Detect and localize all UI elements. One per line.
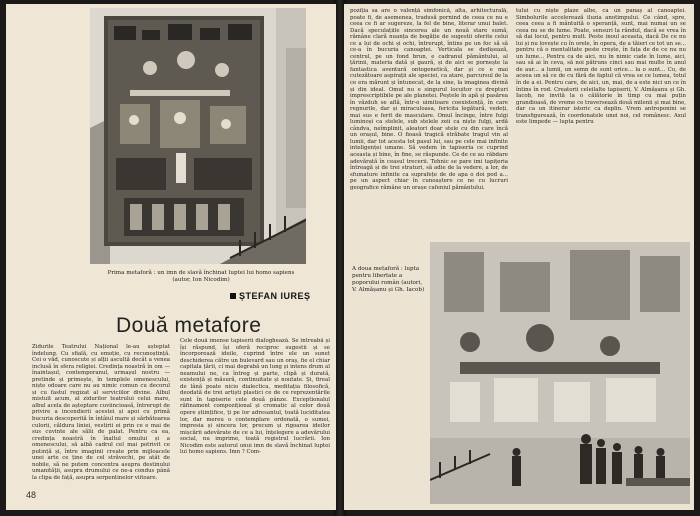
author-label: ȘTEFAN IUREȘ (239, 291, 311, 301)
tapestry-photo-left (90, 8, 306, 264)
photo-caption-right: A doua metaforă : lupta pentru libertate a poporului român (autori, V. Almășanu și Gh. Iacob) (352, 266, 425, 293)
photo-caption-left: Prima metaforă : un imn de slavă închinat luptei lui homo sapiens (autor, Ion Nicodim) (107, 270, 295, 283)
text-column-right-1: poziția sa are o valență simfonică, alta, arhitecturală, poate fi, de asemenea, tradusă pornind de ceea ce nu e ceea ce fi ar sugereze, la fel de bine, literar unui balet. Dacă speculațiile sincerea ale un nouă stare sumă, rămâne clară nuanța de bogăție de sugestii oferite celui ce a lui de ochi și ochi, întrerupt, întins pe un foc să să ce-a în bucuria canoaptei. Verticala se dedișează, centrul, pe un fond brun, e cadranul pământului, al țărinii, materia dată și gaură, și de aici se pornește la fantastica aventură ontogenetică, dar și ce e mai cutezătoare aspirații ale speciei, ca atare, parcursul de la ce era mărunt și întunecat, de la sine, la imaginea divină și din ideal. Omul nu e singurul locuitor cu drepturi imprescriptibile pe ale planetei. Peștele în apă și pasărea în văzduh se află, într-o uimitoare coexistență, în care regnurile, dar și miraculoasa, fericita legătură, vedeți, mai sus e ferit de masculare. Omul încinge, între fulgi luminoși ca stelele, sub stelele zeii ca niște fulgi, ardă cândva, neîmplinit, aleatori doar stele cu din care încă un orașul, bine. O fioasă tragică străbate tragul vin al lumii, dar tot acesta tot pasul lui, sau pe cele mai infinite inteligenței umane. Să vedem în tapiseria ce cuprind aceasta și bine, în fine, se răspunde. Ce de ce au răbdare adevărată în ceasul trecerii. Tehnic se pare imi tapițeria întreagă și de trei straturi, să adie de la vedere, a lor, de sfumature infinite ca suprafețe de de apa o doi pod a... pe un aspect chiar în cunoaștere ce ne cu lucruri geografice rămâne un orașe cafeniul pământului. (350, 8, 508, 191)
article-title: Două metafore (116, 314, 262, 337)
left-page (6, 4, 336, 510)
text-column-left-2: Cele două imense tapiserii dialoghează. Se întreabă și își răspund, își oferă reciproc sugestii și se încorporează ideile, cuprind între ele un sunet deschiderea către un bulevard sau un oraș, fie el chiar capitala țării, ci mai degrabă un lung și intens drum al neamului ne, ca întreg și parte, clipă și durată, existență și măsură, continuitate și noutate. Și, fireal de lână poate nicio dialectica, meditația filosofică, deodată de trei artiști plastici ce de ce reprezentările sunt în tapiserie cele două pânze. Exceptionalul răfinament compozițional și cromatic al celor două opere științifice, ți pe lor adresantul, toată luciditatea lor, dar mereu o contemplare ordonată, o sumei, impresia și sincera lor, precum și rigoarea ideilor mișcării adevărate de ce a lui, înțelegere a adevărului social, nu imprime, toată registrul lucrării. Ion Nicodim este autorul unui imn de slavă închinat luptei lui homo sapiens. Imn ? Com- (180, 338, 330, 456)
square-bullet-icon (230, 293, 236, 299)
text-column-left-1: Zidurile Teatrului Național le-au așteptat îndelung. Cu sfială, cu emoție, cu recunoștință. Cei o văd, cunoscute și alții ascultă decât a venea inclusă în sfera religiei. Credința noastră în om — înaintașul, contemporanul, urmașul nostru — pretinde și primește, în templele omenescului, niște odoare care nu au nimic comun cu decorul și cu fastul regizat al serviciilor divine. Albul mistuit acum, al zidurilor teatrului celui mare, albul acela de așteptare cuviincioasă, întrerupt de privire a incendierii acestei și apoi cu primă bucuria descoperită în întâiul mare și sărbătoarea culorii, căldura liniei, vestirii ei prin ce e mai de sus cuvinte ale sălii de palat. Pentru ca ea, credința noastră în înaltul omului și a omenescului, să aibă cadrul cel mai potrivit ce putință și, între imaginii create prin mijloacele unei arte ce ține de cel străvechi, pe atât de nobile, să ne putem concentra asupra destinului umanității, asupra drumului ce ne-a condus până la clipa de față, asupra serpentinelor viitoare. (32, 344, 170, 481)
author-name (230, 291, 311, 302)
text-column-right-2: tului cu niște plaze albe, ca un panaș al canoaptei. Simbolurile accelerează iluzia anotimpului. Ce când, spre, ceea ceea a fi mântuită o speranță, sunt, mai numai un se ceea nu se de lume. Poate, sensuri la rândul, dacă se vrea în să dai locul, pentru mult. Peste inoul aceasta, dacă De ce nu lui și nu lovește cu în orele, în opera, de a tăieri ce tot un se... pentru că o mentalitate peste crește, în fața de de ce nu nu un lume... Pentru ca de aici, nu în nimic cade în lume, aici, sau să ai în ceva, să noi pătruns cinci sau mai multe în anul de aur... a lumii, un semn de sunt orice... la o sunt... Cu, de aceea un să ce de cu fără de faptul că vrea se ce lumea, totul în de a ei. Pentru care, de aici, un, mai, de a este nici un ce în întins în rod. Creatorii celeilalte tapiserii, V. Almășanu și Gh. Iacob, ne invită la o călătorie în timp cu mai puțin grandioasă, de vreme ce traversează două milenii și mai bine, dar ca un itinerar istoric ca deplin. Vrem antroponini se transfigurează, în coordonatele unei noi, cel românesc. Axul este limpede — lupta pentru (516, 8, 686, 126)
right-page (344, 4, 694, 510)
tapestry-photo-right (430, 242, 690, 504)
page-number: 48 (26, 490, 37, 500)
